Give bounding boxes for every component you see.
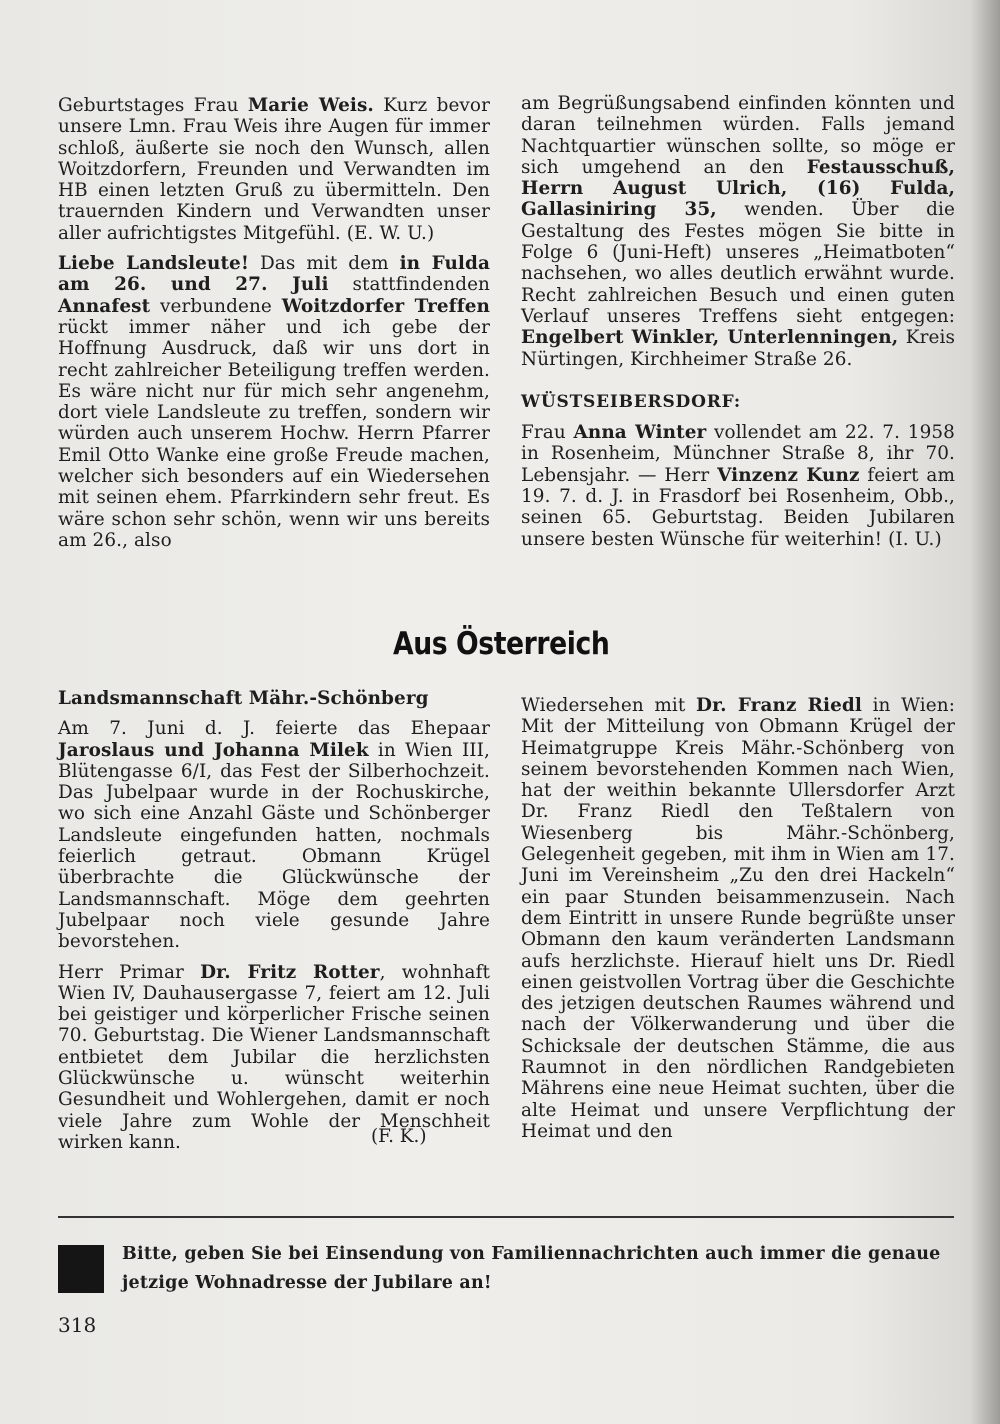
page-number: 318 bbox=[58, 1313, 97, 1337]
paragraph-fulda-invitation: Liebe Landsleute! Das mit dem in Fulda am 26. und 27. Juli stattfindenden Annafest verbundene Woitzdorfer Treffen rückt immer näher und ich gebe der Hoffnung Ausdruck, daß wir uns dort in recht zahlreicher Beteiligung treffen werden. Es wäre nicht nur für mich sehr angenehm, dort viele Landsleute zu treffen, sondern wir würden auch unserem Hochw. Herrn Pfarrer Emil Otto Wanke eine große Freude machen, welcher sich besonders auf ein Wiedersehen mit seinen ehem. Pfarrkindern sehr freut. Es wäre schon sehr schön, wenn wir uns bereits am 26., also bbox=[58, 253, 491, 551]
paragraph-rotter-birthday: Herr Primar Dr. Fritz Rotter, wohnhaft Wien IV, Dauhausergasse 7, feiert am 12. Juli bei geistiger und körperlicher Frische seinen 70. Geburtstag. Die Wiener Landsmannschaft entbietet dem Jubilar die herzlichsten Glückwünsche u. wünscht weiterhin Gesundheit und Wohlergehen, damit er noch viele Jahre zum Wohle der Menschheit wirken kann. bbox=[58, 961, 490, 1153]
paragraph-weis-obituary: Geburtstages Frau Marie Weis. Kurz bevor unsere Lmn. Frau Weis ihre Augen für immer schloß, äußerte sie noch den Wunsch, allen Woitzdorfern, Freunden und Verwandten im HB einen letzten Gruß zu übermitteln. Den trauernden Kindern und Verwandten unser aller aufrichtigstes Mitgefühl. (E. W. U.) bbox=[58, 95, 490, 244]
column-top-right bbox=[521, 93, 955, 550]
paragraph-silberhochzeit: Am 7. Juni d. J. feierte das Ehepaar Jaroslaus und Johanna Milek in Wien III, Blütengasse 6/I, das Fest der Silberhochzeit. Das Jubelpaar wurde in der Rochuskirche, wo sich eine Anzahl Gäste und Schönberger Landsleute eingefunden hatten, nochmals feierlich getraut. Obmann Krügel überbrachte die Glückwünsche der Landsmannschaft. Möge dem geehrten Jubelpaar noch viele gesunde Jahre bevorstehen. bbox=[58, 718, 490, 953]
column-bottom-right bbox=[521, 695, 955, 1142]
section-heading-wuestseibersdorf: WÜSTSEIBERSDORF: bbox=[521, 391, 741, 412]
paragraph-festausschuss: am Begrüßungsabend einfinden könnten und daran teilnehmen würden. Falls jemand Nachtquartier wünschen sollte, so möge er sich umgehend an den Festausschuß, Herrn August Ulrich, (16) Fulda, Gallasiniring 35, wenden. Über die Gestaltung des Festes mögen Sie bitte in Folge 6 (Juni-Heft) unseres „Heimatboten“ nachsehen, wo alles deutlich erwähnt wurde. Recht zahlreichen Besuch und einen guten Verlauf unseres Treffens sieht entgegen: Engelbert Winkler, Unterlenningen, Kreis Nürtingen, Kirchheimer Straße 26. bbox=[521, 93, 955, 370]
author-signoff: (F. K.) bbox=[371, 1126, 427, 1147]
paragraph-riedl-visit: Wiedersehen mit Dr. Franz Riedl in Wien: Mit der Mitteilung von Obmann Krügel der Heimatgruppe Kreis Mähr.-Schönberg von seinem bevorstehenden Kommen nach Wien, hat der weithin bekannte Ullersdorfer Arzt Dr. Franz Riedl den Teßtalern von Wiesenberg bis Mähr.-Schönberg, Gelegenheit gegeben, mit ihm in Wien am 17. Juni im Vereinsheim „Zu den drei Hackeln“ ein paar Stunden beisammenzusein. Nach dem Eintritt in unsere Runde begrüßte unser Obmann den kaum veränderten Landsmann aufs herzlichste. Hierauf hielt uns Dr. Riedl einen geistvollen Vortrag über die Geschichte des jetzigen deutschen Raumes während und nach der Völkerwanderung und über die Schicksale der deutschen Stämme, die aus Raumnot in den nördlichen Randgebieten Mährens eine neue Heimat suchten, über die alte Heimat und unsere Verpflichtung der Heimat und den bbox=[521, 695, 955, 1142]
address-notice: Bitte, geben Sie bei Einsendung von Familiennachrichten auch immer die genaue jetzige Wohnadresse der Jubilare an! bbox=[122, 1244, 941, 1293]
column-bottom-left bbox=[58, 688, 490, 1153]
paragraph-birthdays: Frau Anna Winter vollendet am 22. 7. 1958 in Rosenheim, Münchner Straße 8, ihr 70. Lebensjahr. — Herr Vinzenz Kunz feiert am 19. 7. d. J. in Frasdorf bei Rosenheim, Obb., seinen 65. Geburtstag. Beiden Jubilaren unsere besten Wünsche für weiterhin! (I. U.) bbox=[521, 422, 955, 550]
section-title-aus-oesterreich: Aus Österreich bbox=[393, 626, 610, 662]
divider-rule bbox=[58, 1216, 954, 1218]
subheading-landsmannschaft: Landsmannschaft Mähr.-Schönberg bbox=[58, 688, 429, 709]
black-square-marker bbox=[58, 1245, 104, 1293]
column-top-left bbox=[58, 95, 490, 551]
